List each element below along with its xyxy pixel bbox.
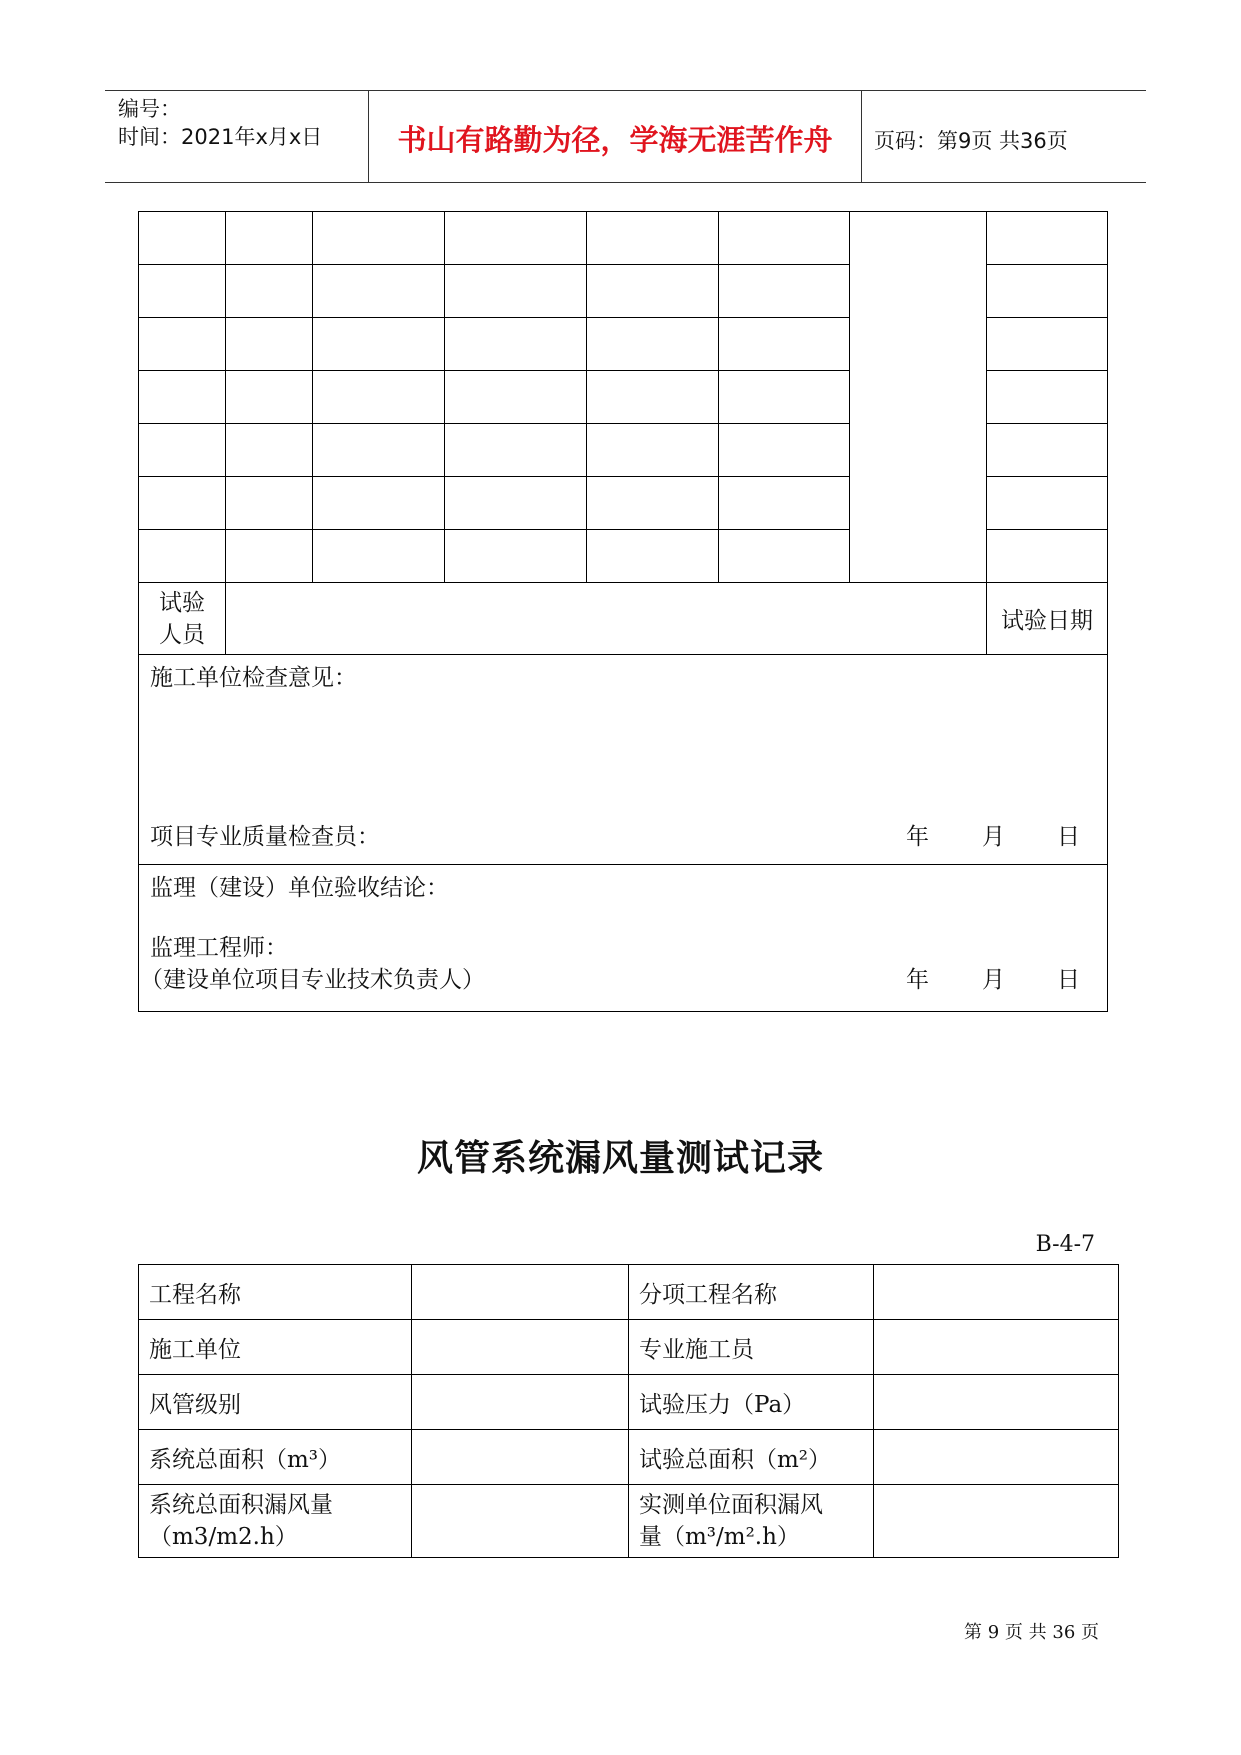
table-row <box>139 1375 1119 1430</box>
header-bottom-rule <box>105 182 1146 183</box>
table-cell[interactable] <box>987 318 1108 371</box>
table-cell[interactable] <box>226 530 313 583</box>
construction-unit-label: 施工单位 <box>139 1320 412 1375</box>
table-row <box>139 212 1108 265</box>
tester-field[interactable] <box>226 583 987 655</box>
day-label: 日 <box>1057 824 1080 850</box>
header-motto: 书山有路勤为径，学海无涯苦作舟 <box>397 123 833 157</box>
test-pressure-label: 试验压力（Pa） <box>629 1375 874 1430</box>
table-cell[interactable] <box>313 318 445 371</box>
table-cell[interactable] <box>587 212 719 265</box>
table-cell[interactable] <box>313 424 445 477</box>
table-cell[interactable] <box>313 477 445 530</box>
unit-leakage-field[interactable] <box>874 1485 1119 1558</box>
table-cell[interactable] <box>987 371 1108 424</box>
test-data-table <box>138 211 1108 1012</box>
table-cell[interactable] <box>445 424 587 477</box>
table-cell[interactable] <box>226 371 313 424</box>
table-cell[interactable] <box>587 371 719 424</box>
table-cell[interactable] <box>313 265 445 318</box>
table-cell[interactable] <box>139 371 226 424</box>
table-cell[interactable] <box>987 424 1108 477</box>
sub-project-name-label: 分项工程名称 <box>629 1265 874 1320</box>
year-label: 年 <box>906 824 929 850</box>
supervision-conclusion-label: 监理（建设）单位验收结论： <box>150 875 449 901</box>
month-label: 月 <box>982 824 1005 850</box>
construction-opinion-cell[interactable] <box>139 655 1108 865</box>
sub-project-name-field[interactable] <box>874 1265 1119 1320</box>
table-cell[interactable] <box>719 265 850 318</box>
construction-opinion-row <box>139 655 1108 865</box>
test-area-field[interactable] <box>874 1430 1119 1485</box>
leakage-test-table <box>138 1264 1119 1558</box>
system-leakage-field[interactable] <box>412 1485 629 1558</box>
table-cell[interactable] <box>987 477 1108 530</box>
table-cell[interactable] <box>313 371 445 424</box>
table-cell[interactable] <box>445 371 587 424</box>
table-cell[interactable] <box>139 265 226 318</box>
table-cell[interactable] <box>719 212 850 265</box>
test-area-label: 试验总面积（m²） <box>629 1430 874 1485</box>
table-cell[interactable] <box>139 318 226 371</box>
system-area-label: 系统总面积（m³） <box>139 1430 412 1485</box>
table-cell[interactable] <box>987 212 1108 265</box>
header-divider-right <box>861 91 862 183</box>
table-cell[interactable] <box>226 424 313 477</box>
table-row <box>139 1265 1119 1320</box>
table-cell[interactable] <box>226 212 313 265</box>
supervising-engineer-label: 监理工程师： <box>150 935 288 961</box>
footer-page-number: 第 9 页 共 36 页 <box>964 1622 1099 1643</box>
form-code: B-4-7 <box>1035 1232 1095 1257</box>
supervision-cell[interactable] <box>139 865 1108 1012</box>
table-cell[interactable] <box>719 530 850 583</box>
header-number-label: 编号： <box>118 97 181 121</box>
construction-opinion-label: 施工单位检查意见： <box>150 665 357 691</box>
table-cell[interactable] <box>139 212 226 265</box>
table-cell[interactable] <box>587 477 719 530</box>
system-area-field[interactable] <box>412 1430 629 1485</box>
table-cell[interactable] <box>445 265 587 318</box>
header-time-label: 时间：2021年x月x日 <box>118 125 323 149</box>
quality-inspector-label: 项目专业质量检查员： <box>150 824 380 850</box>
owner-rep-label: （建设单位项目专业技术负责人） <box>140 967 485 993</box>
table-cell[interactable] <box>226 477 313 530</box>
table-cell[interactable] <box>226 318 313 371</box>
tester-row <box>139 583 1108 655</box>
construction-unit-field[interactable] <box>412 1320 629 1375</box>
table-cell[interactable] <box>445 318 587 371</box>
year-label: 年 <box>906 967 929 993</box>
table-cell[interactable] <box>139 424 226 477</box>
table-cell[interactable] <box>445 477 587 530</box>
table-cell[interactable] <box>313 212 445 265</box>
table-cell[interactable] <box>445 212 587 265</box>
table-row <box>139 1320 1119 1375</box>
tester-label: 试验 人员 <box>139 583 226 655</box>
table-cell[interactable] <box>313 530 445 583</box>
table-cell[interactable] <box>587 530 719 583</box>
table-cell[interactable] <box>719 371 850 424</box>
table-cell[interactable] <box>226 265 313 318</box>
table-cell[interactable] <box>719 318 850 371</box>
day-label: 日 <box>1057 967 1080 993</box>
table-cell[interactable] <box>719 477 850 530</box>
duct-class-label: 风管级别 <box>139 1375 412 1430</box>
table-cell[interactable] <box>139 477 226 530</box>
table-row <box>139 1430 1119 1485</box>
test-pressure-field[interactable] <box>874 1375 1119 1430</box>
unit-leakage-label: 实测单位面积漏风 量（m³/m².h） <box>629 1485 874 1558</box>
supervision-row <box>139 865 1108 1012</box>
test-date-label: 试验日期 <box>987 583 1108 655</box>
month-label: 月 <box>982 967 1005 993</box>
document-title: 风管系统漏风量测试记录 <box>416 1137 824 1179</box>
table-cell[interactable] <box>987 530 1108 583</box>
merged-cell[interactable] <box>850 212 987 583</box>
system-leakage-label: 系统总面积漏风量 （m3/m2.h） <box>139 1485 412 1558</box>
header-top-rule <box>105 90 1146 91</box>
project-name-field[interactable] <box>412 1265 629 1320</box>
table-cell[interactable] <box>587 424 719 477</box>
header-divider-left <box>368 91 369 183</box>
foreman-label: 专业施工员 <box>629 1320 874 1375</box>
table-row <box>139 1485 1119 1558</box>
project-name-label: 工程名称 <box>139 1265 412 1320</box>
table-cell[interactable] <box>587 265 719 318</box>
table-cell[interactable] <box>587 318 719 371</box>
duct-class-field[interactable] <box>412 1375 629 1430</box>
table-cell[interactable] <box>139 530 226 583</box>
table-cell[interactable] <box>987 265 1108 318</box>
foreman-field[interactable] <box>874 1320 1119 1375</box>
header-page-label: 页码：第9页 共36页 <box>874 129 1068 153</box>
table-cell[interactable] <box>445 530 587 583</box>
table-cell[interactable] <box>719 424 850 477</box>
